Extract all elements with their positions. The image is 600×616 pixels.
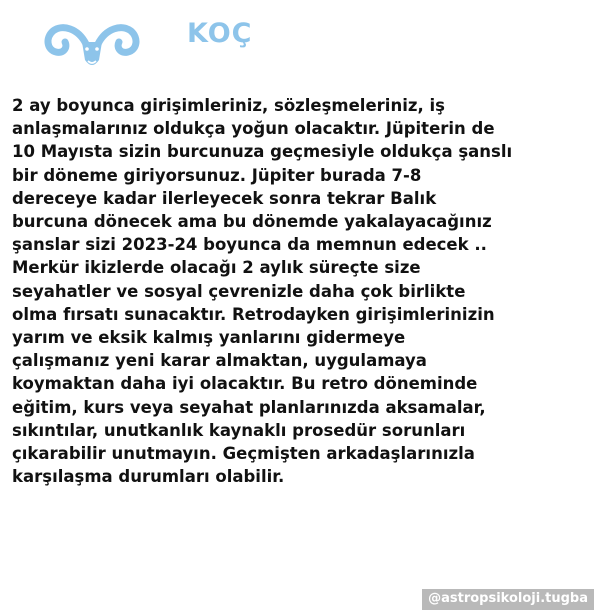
text-line: şanslar sizi 2023-24 boyunca da memnun edecek .. (12, 235, 487, 255)
watermark-handle: @astropsikoloji.tugba (422, 589, 594, 610)
text-line: olma fırsatı sunacaktır. Retrodayken girişimlerinizin (12, 304, 495, 324)
aries-ram-icon (42, 14, 142, 76)
text-line: bir döneme giriyorsunuz. Jüpiter burada 7-8 (12, 165, 422, 185)
text-line: çalışmanız yeni karar almaktan, uygulamaya (12, 351, 427, 371)
text-line: dereceye kadar ilerleyecek sonra tekrar Balık (12, 188, 437, 208)
text-line: burcuna dönecek ama bu dönemde yakalayacağınız (12, 212, 492, 232)
text-line: eğitim, kurs veya seyahat planlarınızda aksamalar, (12, 397, 486, 417)
text-line: 2 ay boyunca girişimleriniz, sözleşmeleriniz, iş (12, 96, 445, 115)
text-line: yarım ve eksik kalmış yanlarını gidermeye (12, 328, 406, 348)
text-line: koymaktan daha iyi olacaktır. Bu retro döneminde (12, 374, 478, 394)
horoscope-text (12, 94, 590, 488)
text-line: Merkür ikizlerde olacağı 2 aylık süreçte size (12, 258, 421, 278)
text-line: anlaşmalarınız oldukça yoğun olacaktır. Jüpiterin de (12, 119, 495, 139)
text-line: sıkıntılar, unutkanlık kaynaklı prosedür sorunları (12, 420, 466, 440)
text-line: çıkarabilir unutmayın. Geçmişten arkadaşlarınızla (12, 444, 475, 464)
page-title: KOÇ (187, 18, 253, 49)
text-line: seyahatler ve sosyal çevrenizle daha çok birlikte (12, 281, 466, 301)
text-line: karşılaşma durumları olabilir. (12, 467, 285, 487)
header (0, 0, 600, 90)
text-line: 10 Mayısta sizin burcunuza geçmesiyle oldukça şanslı (12, 142, 513, 162)
